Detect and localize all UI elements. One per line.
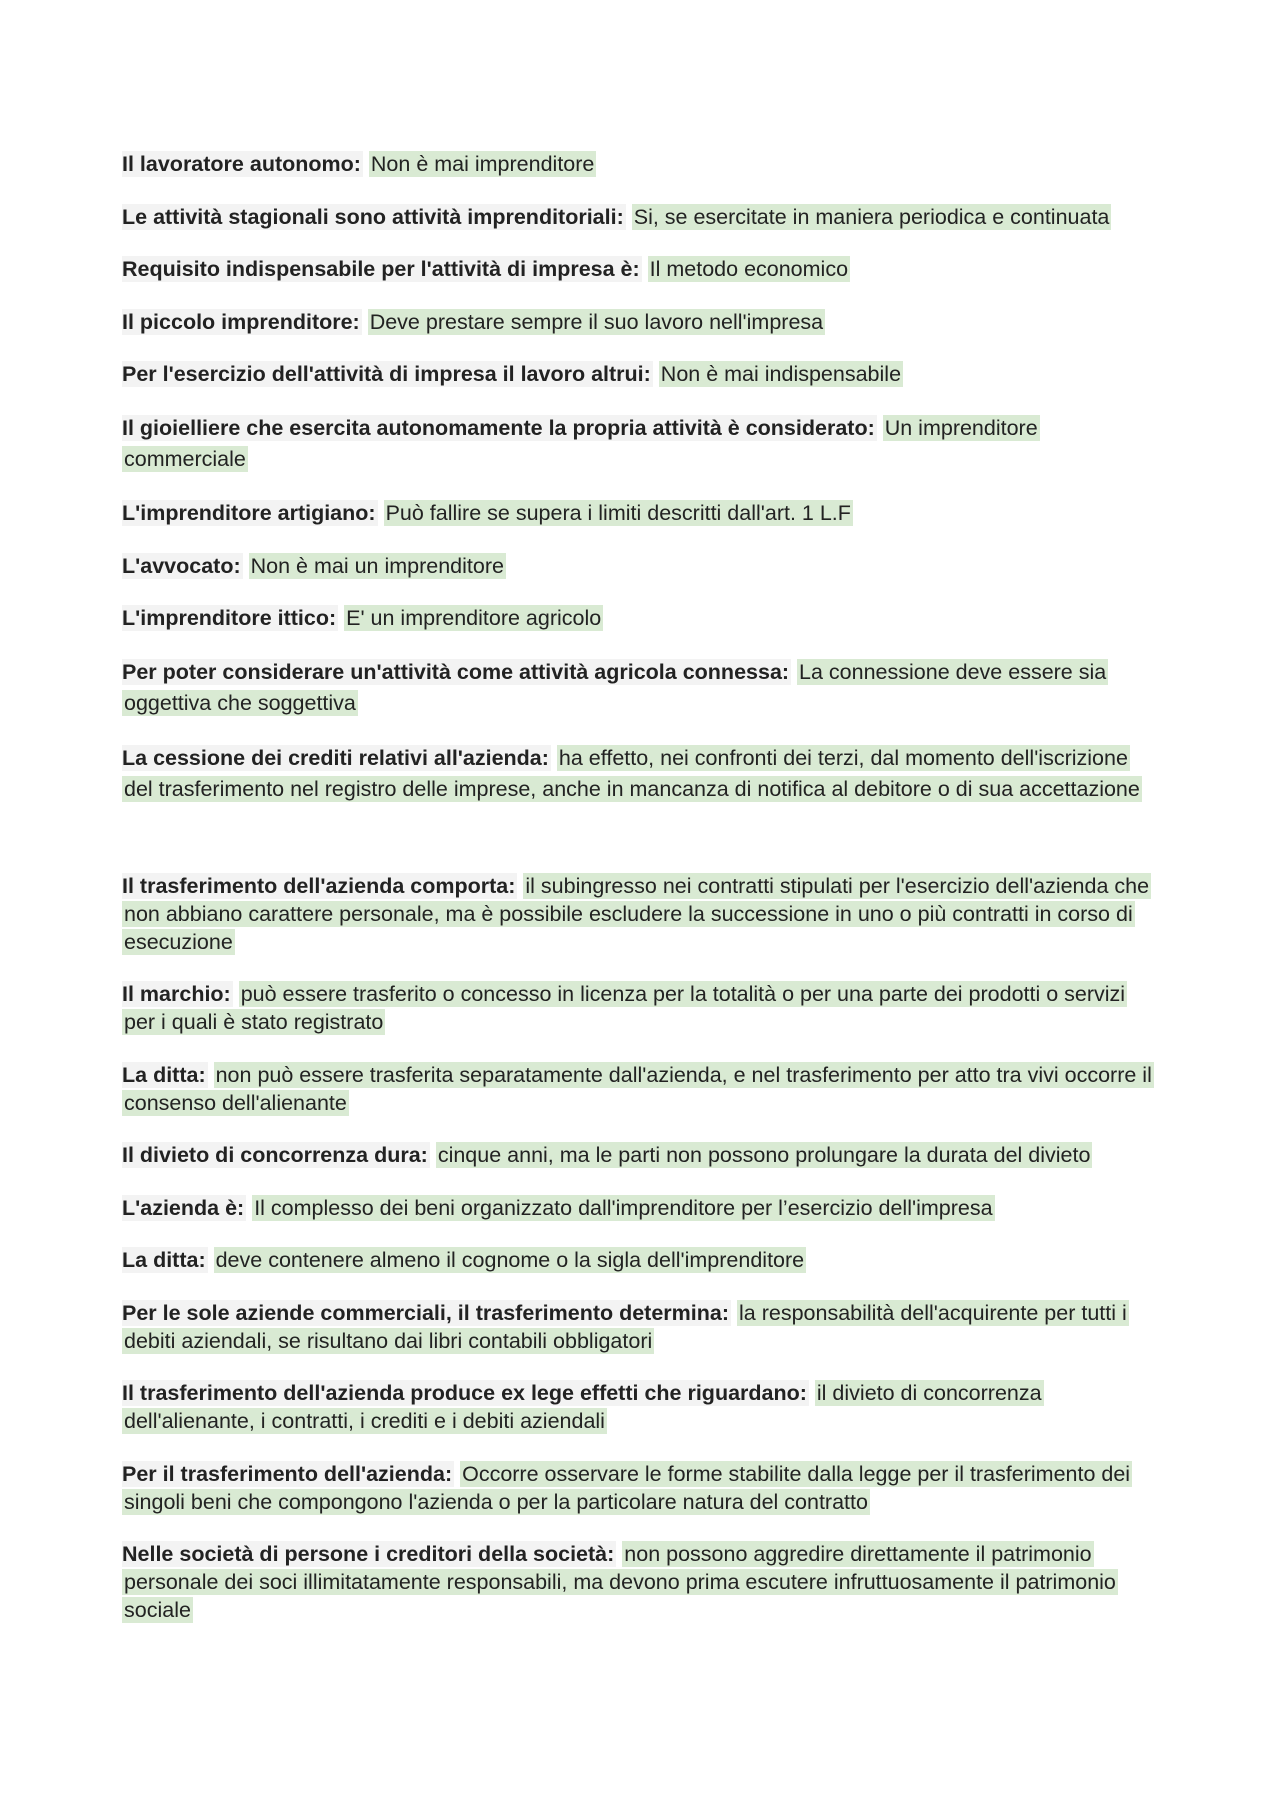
- question: Il lavoratore autonomo:: [122, 152, 361, 176]
- question: La ditta:: [122, 1062, 206, 1087]
- answer: Può fallire se supera i limiti descritti dall'art. 1 L.F: [385, 501, 851, 525]
- answer: la responsabilità dell'acquirente per tutti i debiti aziendali, se risultano dai libri contabili obbligatori: [124, 1300, 1127, 1353]
- document-page: [122, 150, 1162, 1649]
- question: Il trasferimento dell'azienda produce ex lege effetti che riguardano:: [122, 1381, 807, 1405]
- qa-item-19: [122, 1379, 1162, 1435]
- answer: deve contenere almeno il cognome o la sigla dell'imprenditore: [215, 1248, 805, 1272]
- answer: Un imprenditore commerciale: [124, 415, 1038, 471]
- answer: può essere trasferito o concesso in licenza per la totalità o per una parte dei prodotti o servizi per i quali è stato registrato: [124, 982, 1126, 1034]
- qa-item-7: [122, 499, 1162, 527]
- qa-item-3: [122, 255, 1162, 283]
- answer: E' un imprenditore agricolo: [346, 606, 602, 630]
- qa-item-8: [122, 552, 1162, 580]
- qa-item-16: [122, 1194, 1162, 1222]
- question: Le attività stagionali sono attività imprenditoriali:: [122, 204, 624, 229]
- question: Per le sole aziende commerciali, il trasferimento determina:: [122, 1300, 730, 1325]
- qa-item-9: [122, 604, 1162, 632]
- qa-item-4: [122, 308, 1162, 336]
- question: Il divieto di concorrenza dura:: [122, 1143, 428, 1167]
- question: Il piccolo imprenditore:: [122, 309, 360, 334]
- answer: cinque anni, ma le parti non possono prolungare la durata del divieto: [437, 1143, 1091, 1167]
- qa-item-18: [122, 1299, 1162, 1355]
- answer: Il metodo economico: [649, 257, 849, 281]
- answer: Non è mai imprenditore: [370, 152, 595, 176]
- qa-item-12: [122, 872, 1162, 956]
- question: Per poter considerare un'attività come attività agricola connessa:: [122, 659, 790, 684]
- question: L'azienda è:: [122, 1195, 245, 1220]
- answer: Occorre osservare le forme stabilite dalla legge per il trasferimento dei singoli beni che compongono l'azienda o per la particolare natura del contratto: [124, 1461, 1131, 1514]
- qa-item-14: [122, 1061, 1162, 1117]
- answer: Si, se esercitate in maniera periodica e continuata: [633, 204, 1110, 229]
- qa-item-13: [122, 980, 1162, 1036]
- qa-item-2: [122, 203, 1162, 231]
- qa-item-10: [122, 657, 1162, 719]
- question: L'imprenditore artigiano:: [122, 501, 376, 525]
- spacer: [122, 830, 1162, 872]
- qa-item-17: [122, 1246, 1162, 1274]
- qa-item-5: [122, 360, 1162, 388]
- question: La ditta:: [122, 1248, 206, 1272]
- question: Il trasferimento dell'azienda comporta:: [122, 873, 516, 898]
- answer: Il complesso dei beni organizzato dall'imprenditore per l’esercizio dell'impresa: [254, 1195, 993, 1220]
- answer: Non è mai un imprenditore: [250, 553, 504, 578]
- answer: non può essere trasferita separatamente dall'azienda, e nel trasferimento per atto tra vivi occorre il consenso dell'alienante: [124, 1062, 1152, 1115]
- qa-item-15: [122, 1141, 1162, 1169]
- answer: Deve prestare sempre il suo lavoro nell'impresa: [369, 309, 824, 334]
- question: La cessione dei crediti relativi all'azienda:: [122, 746, 549, 770]
- qa-item-21: [122, 1540, 1162, 1624]
- question: Per l'esercizio dell'attività di impresa il lavoro altrui:: [122, 362, 651, 386]
- question: Il marchio:: [122, 982, 231, 1006]
- qa-item-11: [122, 743, 1162, 805]
- answer: La connessione deve essere sia oggettiva che soggettiva: [124, 659, 1107, 715]
- question: Requisito indispensabile per l'attività di impresa è:: [122, 257, 640, 281]
- question: Il gioielliere che esercita autonomamente la propria attività è considerato:: [122, 415, 875, 440]
- answer: il subingresso nei contratti stipulati per l'esercizio dell'azienda che non abbiano carattere personale, ma è possibile escludere la successione in uno o più contratti in corso di esecuzione: [124, 873, 1150, 954]
- answer: Non è mai indispensabile: [660, 362, 902, 386]
- question: Nelle società di persone i creditori della società:: [122, 1542, 615, 1566]
- qa-item-6: [122, 413, 1162, 475]
- qa-item-1: [122, 150, 1162, 178]
- question: L'avvocato:: [122, 553, 241, 578]
- answer: ha effetto, nei confronti dei terzi, dal momento dell'iscrizione del trasferimento nel registro delle imprese, anche in mancanza di notifica al debitore o di sua accettazione: [124, 746, 1140, 801]
- question: Per il trasferimento dell'azienda:: [122, 1461, 453, 1486]
- qa-item-20: [122, 1460, 1162, 1516]
- answer: non possono aggredire direttamente il patrimonio personale dei soci illimitatamente responsabili, ma devono prima escutere infruttuosamente il patrimonio sociale: [124, 1542, 1116, 1622]
- answer: il divieto di concorrenza dell'alienante, i contratti, i crediti e i debiti aziendali: [124, 1381, 1042, 1433]
- question: L'imprenditore ittico:: [122, 606, 337, 630]
